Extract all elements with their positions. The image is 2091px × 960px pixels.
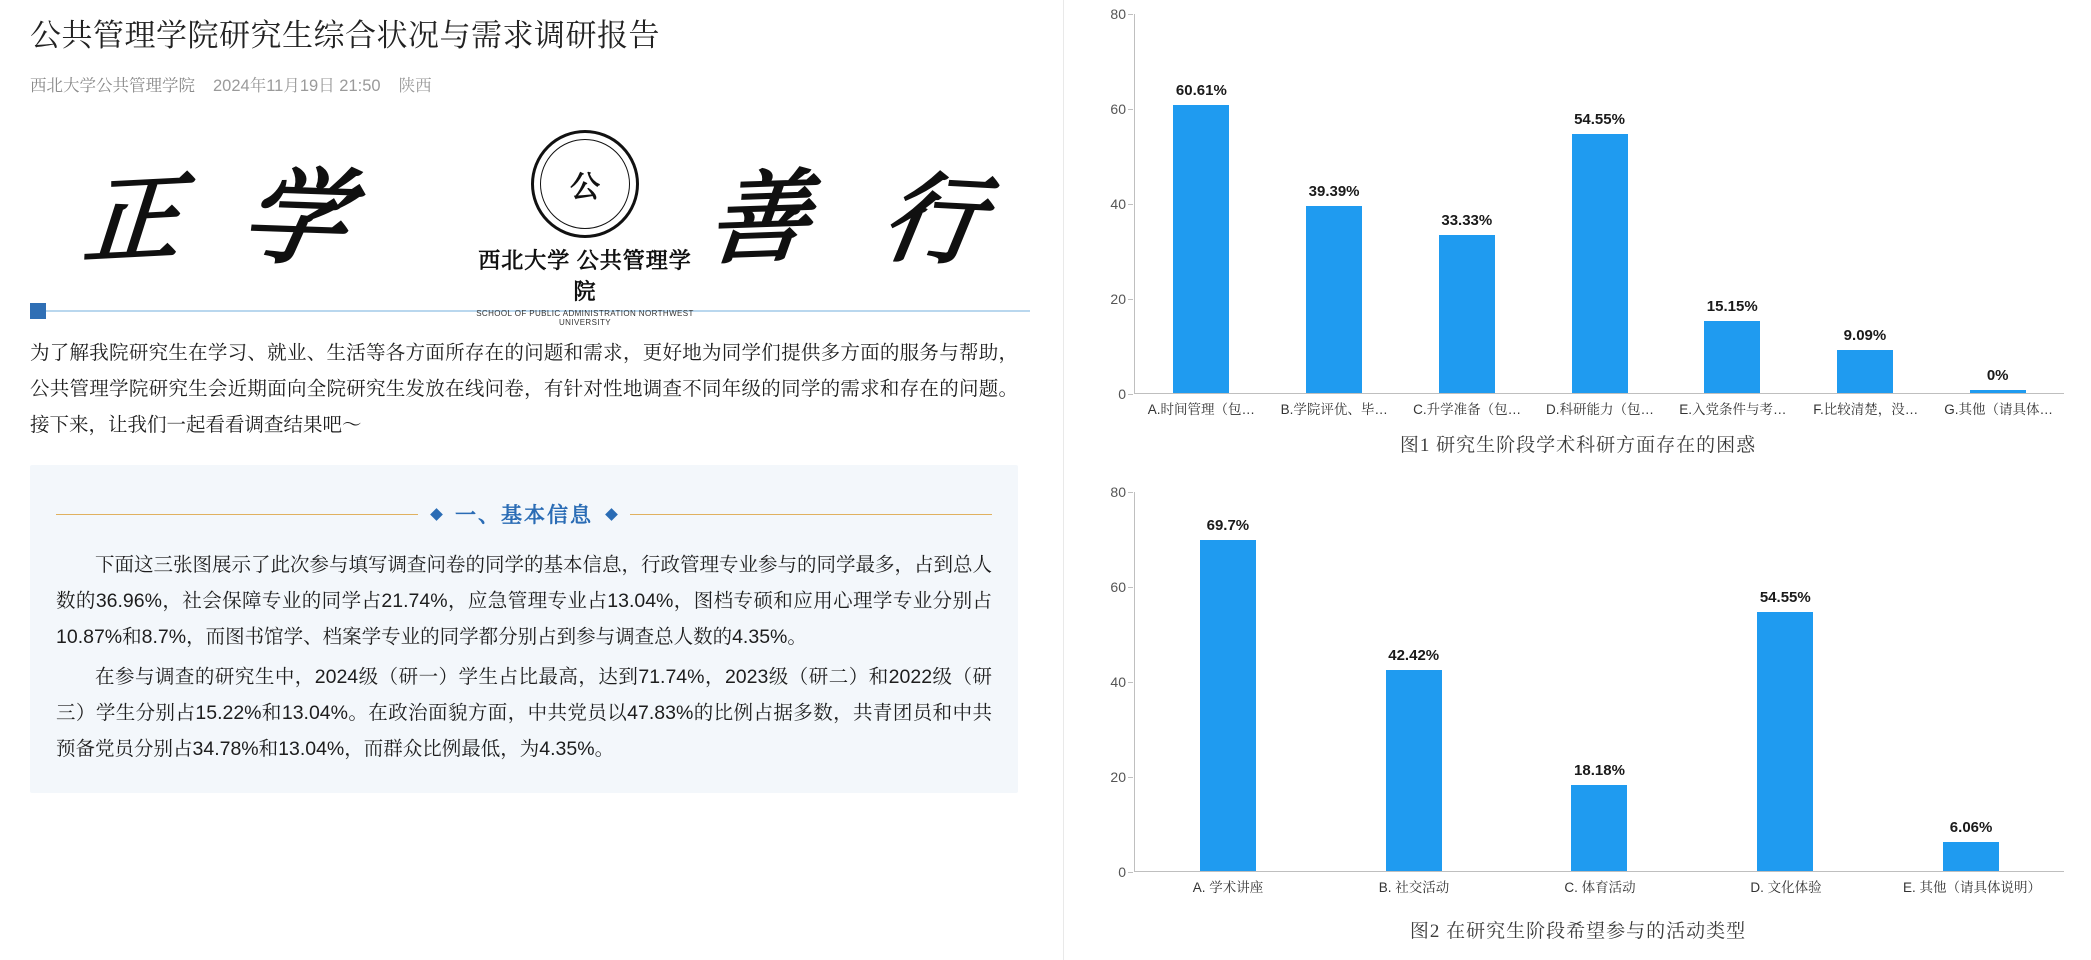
section-heading [56, 499, 992, 529]
bar-cell [1135, 14, 1268, 393]
calligraphy-xing: 行 [875, 165, 990, 279]
bar-value-label: 54.55% [1759, 588, 1811, 606]
y-tick-label: 20 [1110, 291, 1126, 307]
x-axis-label: C. 体育活动 [1564, 880, 1636, 895]
bar [1306, 206, 1362, 393]
y-tick-label: 60 [1110, 101, 1126, 117]
chart-1-x-axis [1134, 393, 2064, 394]
bar-value-label: 60.61% [1175, 82, 1227, 100]
y-tick-label: 80 [1110, 484, 1126, 500]
calligraphy-shan: 善 [702, 162, 816, 277]
bar-value-label: 69.7% [1206, 516, 1250, 534]
calligraphy-zheng: 正 [80, 164, 185, 277]
bar-value-label: 42.42% [1388, 646, 1440, 664]
chart-1-plot [1110, 6, 2064, 402]
bar-cell [1135, 492, 1321, 871]
bar-cell [1400, 14, 1533, 393]
heading-rule-right [630, 514, 992, 515]
bar [1173, 105, 1229, 393]
bar [1386, 670, 1442, 871]
x-axis-label: D.科研能力（包… [1546, 402, 1654, 417]
school-seal-icon [531, 130, 639, 238]
bar [1970, 390, 2026, 393]
y-tick-label: 40 [1110, 196, 1126, 212]
chart-1 [1064, 0, 2091, 478]
x-axis-label: G.其他（请具体… [1944, 402, 2053, 417]
x-axis-label: E. 其他（请具体说明） [1902, 880, 2041, 895]
bar-cell [1507, 492, 1693, 871]
bar-cell [1666, 14, 1799, 393]
bar-value-label: 39.39% [1308, 182, 1360, 200]
page-title: 公共管理学院研究生综合状况与需求调研报告 [30, 18, 660, 53]
bar [1943, 842, 1999, 871]
x-axis-label: B. 社交活动 [1378, 880, 1450, 895]
basic-info-card [30, 465, 1018, 793]
bar-value-label: 9.09% [1843, 326, 1887, 344]
calligraphy-xue: 学 [232, 160, 358, 279]
charts-pane [1063, 0, 2091, 960]
x-axis-label: A. 学术讲座 [1192, 880, 1264, 895]
bar-value-label: 33.33% [1441, 211, 1493, 229]
bar-cell [1931, 14, 2064, 393]
bar-value-label: 0% [1986, 367, 2009, 384]
bar-value-label: 54.55% [1574, 110, 1625, 128]
school-logo [470, 130, 700, 327]
chart-1-bars [1135, 14, 2064, 393]
article-banner [30, 120, 1030, 327]
bar-cell [1533, 14, 1666, 393]
intro-paragraph: 为了解我院研究生在学习、就业、生活等各方面所存在的问题和需求，更好地为同学们提供多方面的服务与帮助，公共管理学院研究生会近期面向全院研究生发放在线问卷，有针对性地调查不同年级的同学的需求和存在的问题。接下来，让我们一起看看调查结果吧～ [30, 342, 1018, 436]
bar-cell [1878, 492, 2064, 871]
bar-cell [1321, 492, 1507, 871]
bar [1837, 350, 1893, 393]
article-source: 西北大学公共管理学院 [30, 77, 195, 95]
bar [1704, 321, 1760, 393]
bar-cell [1268, 14, 1401, 393]
y-tick-label: 0 [1118, 864, 1126, 880]
diamond-icon-right [605, 508, 618, 521]
section-body [56, 547, 992, 767]
article-meta [30, 72, 1063, 96]
section-paragraph-1: 下面这三张图展示了此次参与填写调查问卷的同学的基本信息，行政管理专业参与的同学最多，占到总人数的36.96%，社会保障专业的同学占21.74%，应急管理专业占13.04%，图档专硕和应用心理学专业分别占10.87%和8.7%，而图书馆学、档案学专业的同学都分别占到参与调查总人数的4.35%。 [56, 554, 993, 648]
school-name-cn: 西北大学 公共管理学院 [478, 248, 692, 304]
section-heading-text: 一、基本信息 [455, 504, 593, 527]
chart-1-x-labels [1135, 398, 2065, 418]
diamond-icon-left [430, 508, 443, 521]
article-datetime: 2024年11月19日 21:50 [213, 77, 381, 95]
bar [1571, 785, 1627, 871]
y-tick-label: 60 [1110, 579, 1126, 595]
bar-cell [1799, 14, 1932, 393]
y-tick-label: 80 [1110, 6, 1126, 22]
x-axis-label: D. 文化体验 [1750, 880, 1822, 895]
y-tick-label: 0 [1118, 386, 1126, 402]
chart-2-plot [1110, 484, 2064, 880]
x-axis-label: E.入党条件与考… [1679, 402, 1787, 417]
x-axis-label: C.升学准备（包… [1413, 402, 1522, 417]
bar-value-label: 15.15% [1706, 298, 1758, 316]
x-axis-label: A.时间管理（包… [1147, 402, 1256, 417]
section-paragraph-2: 在参与调查的研究生中，2024级（研一）学生占比最高，达到71.74%，2023级（研二）和2022级（研三）学生分别占15.22%和13.04%。在政治面貌方面，中共党员以47.83%的比例占据多数，共青团员和中共预备党员分别占34.78%和13.04%，而群众比例最低，为4.35%。 [56, 666, 992, 760]
y-tick-label: 20 [1110, 769, 1126, 785]
bar [1200, 540, 1256, 871]
x-axis-label: B.学院评优、毕… [1280, 402, 1388, 417]
bar [1572, 134, 1628, 393]
chart-2-x-labels [1135, 876, 2065, 896]
chart-2 [1064, 478, 2091, 960]
bar [1757, 612, 1813, 871]
bar-value-label: 18.18% [1574, 761, 1625, 779]
chart-2-bars [1135, 492, 2064, 871]
x-axis-label: F.比较清楚，没… [1813, 402, 1919, 417]
bar-value-label: 6.06% [1949, 819, 1993, 837]
school-name-en: SCHOOL OF PUBLIC ADMINISTRATION NORTHWEST UNIVERSITY [476, 309, 694, 327]
chart-2-x-axis [1134, 871, 2064, 872]
divider-square [30, 303, 46, 319]
y-tick-label: 40 [1110, 674, 1126, 690]
seal-glyph: 公 [570, 171, 600, 204]
bar-cell [1692, 492, 1878, 871]
chart-1-caption: 图1 研究生阶段学术科研方面存在的困惑 [1399, 435, 1757, 456]
chart-2-caption: 图2 在研究生阶段希望参与的活动类型 [1409, 921, 1747, 942]
article-region: 陕西 [398, 77, 432, 95]
heading-rule-left [56, 514, 418, 515]
bar [1439, 235, 1495, 393]
